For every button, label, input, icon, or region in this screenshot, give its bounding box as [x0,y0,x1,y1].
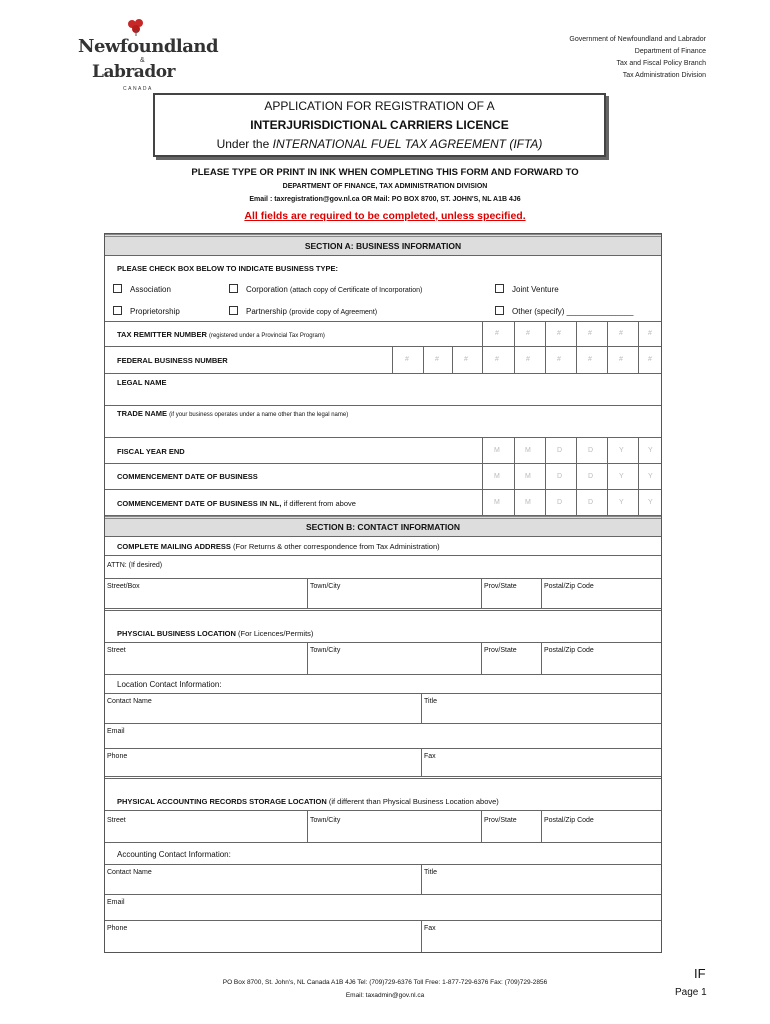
fax-label: Fax [424,925,436,932]
records-location-row [105,779,661,811]
registration-form [104,233,662,953]
mailing-address-row [105,537,661,556]
date-placeholder: M [494,499,500,506]
digit-placeholder: # [648,356,652,363]
phone-label: Phone [107,753,128,760]
records-note: (if different than Physical Business Location above) [328,797,499,806]
form-title-box [153,93,606,157]
date-placeholder: Y [648,473,653,480]
records-label [117,797,499,806]
page-number: Page 1 [675,987,707,998]
association-checkbox[interactable] [113,284,171,294]
location-email-row[interactable] [105,724,661,749]
digit-placeholder: # [435,356,439,363]
legal-name-label: LEGAL NAME [117,378,167,387]
title-label: Title [424,698,437,705]
date-placeholder: Y [648,499,653,506]
postal-label: Postal/Zip Code [544,583,594,590]
physical-street-row[interactable] [105,643,661,675]
accounting-contact-row [105,843,661,865]
joint-venture-checkbox[interactable] [495,284,559,294]
postal-label: Postal/Zip Code [544,817,594,824]
date-placeholder: D [557,473,563,480]
mailing-label [117,542,440,551]
location-phone-row[interactable] [105,749,661,779]
trade-name-text: TRADE NAME [117,409,167,418]
instruction-line3: Email : taxregistration@gov.nl.ca OR Mail: PO BOX 8700, ST. JOHN'S, NL A1B 4J6 [249,196,521,203]
form-code: IF [694,966,706,981]
government-address [569,34,706,82]
commencement-label: COMMENCEMENT DATE OF BUSINESS [117,472,258,481]
digit-placeholder: # [464,356,468,363]
digit-placeholder: # [557,330,561,337]
business-type-row [105,256,661,322]
tax-remitter-text: TAX REMITTER NUMBER [117,330,207,339]
nl-logo [78,18,219,92]
location-contact-row [105,675,661,694]
date-placeholder: D [588,499,594,506]
date-placeholder: M [525,447,531,454]
commencement-nl-date-row[interactable] [105,490,661,516]
physical-note: (For Licences/Permits) [238,629,314,638]
partnership-note: (provide copy of Agreement) [289,309,378,316]
federal-label: FEDERAL BUSINESS NUMBER [117,356,228,365]
corporation-note: (attach copy of Certificate of Incorporation) [290,287,423,294]
pitcher-plant-icon [126,18,146,36]
date-placeholder: M [494,473,500,480]
gov-line: Tax and Fiscal Policy Branch [616,60,706,67]
digit-placeholder: # [588,356,592,363]
date-placeholder: Y [648,447,653,454]
accounting-email-row[interactable] [105,895,661,921]
proprietorship-label: Proprietorship [130,307,180,316]
physical-location-row [105,611,661,643]
association-label: Association [130,285,171,294]
date-placeholder: D [557,499,563,506]
instruction-line1: PLEASE TYPE OR PRINT IN INK WHEN COMPLETING THIS FORM AND FORWARD TO [191,167,579,178]
date-placeholder: D [557,447,563,454]
title-prefix: Under the [216,137,273,151]
tax-remitter-note: (registered under a Provincial Tax Program) [208,333,325,339]
date-placeholder: M [525,473,531,480]
physical-text: PHYSCIAL BUSINESS LOCATION [117,629,236,638]
footer-email: Email: taxadmin@gov.nl.ca [345,992,425,999]
tax-remitter-label [117,330,325,339]
section-a-header: SECTION A: BUSINESS INFORMATION [105,234,661,256]
prov-label: Prov/State [484,647,517,654]
section-b-header: SECTION B: CONTACT INFORMATION [105,516,661,537]
fiscal-label: FISCAL YEAR END [117,447,185,456]
other-checkbox[interactable] [495,306,633,316]
digit-placeholder: # [526,356,530,363]
street-box-label: Street/Box [107,583,140,590]
instruction-line2: DEPARTMENT OF FINANCE, TAX ADMINISTRATION DIVISION [282,183,488,190]
title-agreement: INTERNATIONAL FUEL TAX AGREEMENT (IFTA) [272,137,543,151]
gov-line: Government of Newfoundland and Labrador [569,36,706,43]
phone-label: Phone [107,925,128,932]
street-label: Street [107,817,126,824]
email-label: Email [107,899,125,906]
prov-label: Prov/State [484,817,517,824]
digit-placeholder: # [619,330,623,337]
proprietorship-checkbox[interactable] [113,306,180,316]
gov-line: Tax Administration Division [622,72,706,79]
partnership-checkbox[interactable] [229,306,377,316]
commencement-nl-label [117,499,356,508]
mailing-text: COMPLETE MAILING ADDRESS [117,542,231,551]
fiscal-year-end-row[interactable] [105,438,661,464]
email-label: Email [107,728,125,735]
digit-placeholder: # [526,330,530,337]
digit-placeholder: # [648,330,652,337]
digit-placeholder: # [405,356,409,363]
date-placeholder: Y [619,499,624,506]
contact-name-label: Contact Name [107,869,152,876]
corporation-label: Corporation [246,285,288,294]
accounting-contact-label: Accounting Contact Information: [117,850,231,859]
date-placeholder: Y [619,473,624,480]
digit-placeholder: # [588,330,592,337]
prov-label: Prov/State [484,583,517,590]
date-placeholder: Y [619,447,624,454]
attn-label: ATTN: (If desired) [107,562,163,569]
title-label: Title [424,869,437,876]
trade-name-label [117,409,348,418]
date-placeholder: D [588,447,594,454]
logo-line3: CANADA [123,86,153,92]
title-line3 [155,135,604,154]
business-type-label: PLEASE CHECK BOX BELOW TO INDICATE BUSINESS TYPE: [117,264,338,273]
mailing-note: (For Returns & other correspondence from Tax Administration) [233,542,440,551]
location-contact-label: Location Contact Information: [117,680,222,689]
accounting-phone-row[interactable] [105,921,661,952]
digit-placeholder: # [619,356,623,363]
attn-row[interactable] [105,556,661,579]
partnership-label: Partnership [246,307,287,316]
logo-line1: Newfoundland [78,36,219,57]
joint-venture-label: Joint Venture [512,285,559,294]
date-placeholder: D [588,473,594,480]
date-placeholder: M [494,447,500,454]
required-notice: All fields are required to be completed, unless specified. [244,210,526,222]
digit-placeholder: # [495,356,499,363]
commencement-date-row[interactable] [105,464,661,490]
commencement-nl-note: if different from above [283,499,356,508]
other-label: Other (specify) _______________ [512,307,634,316]
contact-name-label: Contact Name [107,698,152,705]
town-label: Town/City [310,583,341,590]
federal-business-number-row[interactable] [105,347,661,374]
mailing-street-row[interactable] [105,579,661,611]
physical-label [117,629,313,638]
trade-name-row[interactable] [105,406,661,438]
digit-placeholder: # [495,330,499,337]
footer [0,976,770,1002]
footer-address: PO Box 8700, St. John's, NL Canada A1B 4J6 Tel: (709)729-6376 Toll Free: 1-877-729-6376 Fax: (709)729-2856 [222,979,548,986]
digit-placeholder: # [557,356,561,363]
title-line2: INTERJURISDICTIONAL CARRIERS LICENCE [250,118,509,132]
street-label: Street [107,647,126,654]
gov-line: Department of Finance [634,48,706,55]
town-label: Town/City [310,817,341,824]
date-placeholder: M [525,499,531,506]
title-line1: APPLICATION FOR REGISTRATION OF A [264,99,495,113]
corporation-checkbox[interactable] [229,284,422,294]
fax-label: Fax [424,753,436,760]
town-label: Town/City [310,647,341,654]
legal-name-row[interactable] [105,374,661,406]
location-contact-name-row[interactable] [105,694,661,724]
tax-remitter-row[interactable] [105,322,661,347]
records-street-row[interactable] [105,811,661,843]
accounting-contact-name-row[interactable] [105,865,661,895]
logo-line2: Labrador [92,62,176,82]
postal-label: Postal/Zip Code [544,647,594,654]
logo-amp: & [140,57,145,64]
records-text: PHYSICAL ACCOUNTING RECORDS STORAGE LOCATION [117,797,327,806]
commencement-nl-text: COMMENCEMENT DATE OF BUSINESS IN NL, [117,499,282,508]
trade-name-note: (if your business operates under a name other than the legal name) [169,412,349,418]
